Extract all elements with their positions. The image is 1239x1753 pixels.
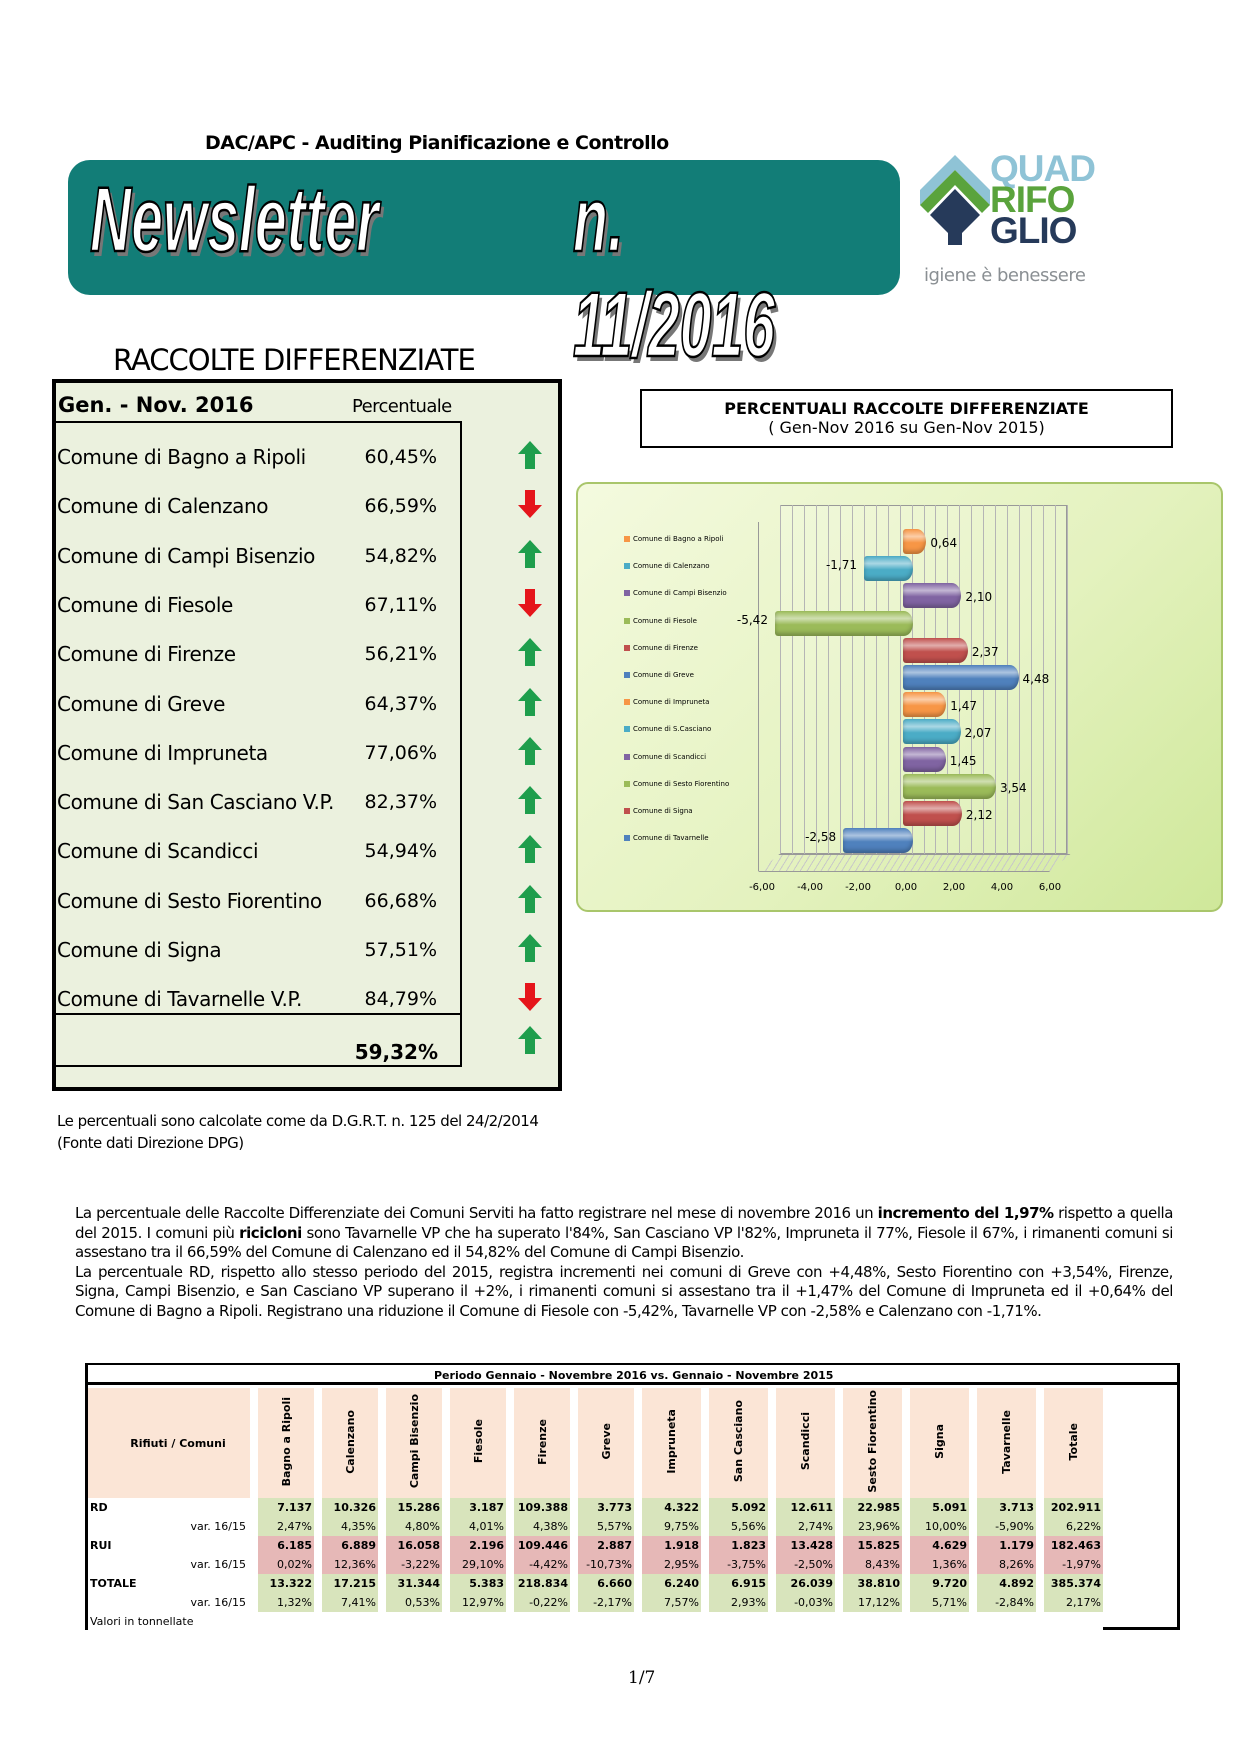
column-header bbox=[642, 1388, 701, 1498]
legend-label: Comune di Signa bbox=[633, 807, 693, 815]
bar-value-label: 2,07 bbox=[964, 726, 992, 741]
bar-comune-di-calenzano bbox=[864, 556, 913, 581]
column-header bbox=[386, 1388, 442, 1498]
variation-label: var. 16/15 bbox=[105, 1555, 250, 1574]
cell-variation: -5,90% bbox=[977, 1517, 1036, 1536]
cell-value: 202.911 bbox=[1044, 1498, 1103, 1517]
bar-comune-di-tavarnelle bbox=[843, 828, 913, 853]
bar-value-label: 1,45 bbox=[949, 753, 977, 768]
chart-subtitle: ( Gen-Nov 2016 su Gen-Nov 2015) bbox=[768, 418, 1045, 437]
rd-row-value: 54,94% bbox=[364, 840, 437, 863]
table-footer: Valori in tonnellate bbox=[88, 1612, 1103, 1631]
cell-variation: -1,97% bbox=[1044, 1555, 1103, 1574]
legend-swatch bbox=[624, 754, 630, 760]
cell-variation: -0,03% bbox=[776, 1593, 835, 1612]
cell-variation: -3,75% bbox=[709, 1555, 768, 1574]
arrow-down-icon bbox=[518, 490, 542, 518]
bar-value-label: 2,37 bbox=[971, 644, 999, 659]
column-header-label: Firenze bbox=[535, 1418, 549, 1465]
legend-item bbox=[624, 617, 697, 625]
cell-variation: 1,32% bbox=[258, 1593, 314, 1612]
cell-value: 4.892 bbox=[977, 1574, 1036, 1593]
rd-row-name: Comune di Tavarnelle V.P. bbox=[57, 987, 302, 1012]
legend-item bbox=[624, 589, 727, 597]
column-header bbox=[578, 1388, 634, 1498]
rd-total-value: 59,32% bbox=[354, 1040, 438, 1064]
header-row bbox=[88, 1388, 1103, 1498]
chart-title: PERCENTUALI RACCOLTE DIFFERENZIATE bbox=[724, 399, 1089, 418]
column-header-label: Sesto Fiorentino bbox=[866, 1390, 879, 1493]
cell-value: 3.187 bbox=[450, 1498, 506, 1517]
cell-variation: 0,53% bbox=[386, 1593, 442, 1612]
legend-swatch bbox=[624, 618, 630, 624]
cell-variation: -2,50% bbox=[776, 1555, 835, 1574]
cell-variation: 2,17% bbox=[1044, 1593, 1103, 1612]
legend-label: Comune di Impruneta bbox=[633, 698, 710, 707]
cell-value: 7.137 bbox=[258, 1498, 314, 1517]
cell-value: 6.185 bbox=[258, 1536, 314, 1555]
legend-swatch bbox=[624, 835, 630, 841]
bar-value-label: 1,47 bbox=[950, 699, 977, 714]
rd-row-value: 56,21% bbox=[364, 643, 437, 666]
bar-value-label: -2,58 bbox=[805, 830, 837, 845]
cell-variation: 2,47% bbox=[258, 1517, 314, 1536]
legend-label: Comune di Bagno a Ripoli bbox=[633, 535, 724, 543]
cell-value: 2.887 bbox=[578, 1536, 634, 1555]
column-header-label: Signa bbox=[933, 1424, 946, 1459]
cell-variation: 1,36% bbox=[910, 1555, 969, 1574]
arrow-up-icon bbox=[518, 737, 542, 765]
bar-comune-di-s-casciano bbox=[903, 719, 961, 744]
gridline bbox=[804, 505, 805, 854]
arrow-up-icon bbox=[518, 1026, 542, 1054]
cell-value: 1.918 bbox=[642, 1536, 701, 1555]
bar-comune-di-sesto-fiorentino bbox=[903, 774, 996, 799]
arrow-up-icon bbox=[518, 786, 542, 814]
cell-value: 5.091 bbox=[910, 1498, 969, 1517]
legend-label: Comune di Fiesole bbox=[633, 616, 697, 625]
column-header bbox=[450, 1388, 506, 1498]
column-header bbox=[322, 1388, 378, 1498]
cell-value: 15.825 bbox=[843, 1536, 902, 1555]
legend-label: Comune di Greve bbox=[633, 671, 694, 679]
cell-variation: 2,95% bbox=[642, 1555, 701, 1574]
arrow-down-icon bbox=[518, 983, 542, 1011]
rd-row-name: Comune di Calenzano bbox=[57, 494, 269, 519]
column-header bbox=[910, 1388, 969, 1498]
cell-variation: -10,73% bbox=[578, 1555, 634, 1574]
cell-variation: -0,22% bbox=[514, 1593, 570, 1612]
table-title: Periodo Gennaio - Novembre 2016 vs. Gennaio - Novembre 2015 bbox=[88, 1365, 1177, 1385]
cell-variation: 8,26% bbox=[977, 1555, 1036, 1574]
spacer bbox=[88, 1555, 97, 1574]
legend-item bbox=[624, 807, 693, 815]
footnote-line-1: Le percentuali sono calcolate come da D.G.R.T. n. 125 del 24/2/2014 bbox=[57, 1112, 539, 1130]
table-row-variation bbox=[88, 1593, 1103, 1612]
rd-row-value: 84,79% bbox=[364, 988, 437, 1011]
legend-label: Comune di Firenze bbox=[633, 643, 698, 652]
cell-variation: 9,75% bbox=[642, 1517, 701, 1536]
variation-label: var. 16/15 bbox=[105, 1517, 250, 1536]
table-row bbox=[88, 1574, 1103, 1593]
cell-value: 12.611 bbox=[776, 1498, 835, 1517]
cell-value: 4.322 bbox=[642, 1498, 701, 1517]
legend-item bbox=[624, 698, 709, 706]
cell-value: 31.344 bbox=[386, 1574, 442, 1593]
table-row-variation bbox=[88, 1555, 1103, 1574]
footnote-line-2: (Fonte dati Direzione DPG) bbox=[57, 1134, 244, 1152]
rd-row-value: 82,37% bbox=[364, 791, 437, 814]
cell-variation: 2,74% bbox=[776, 1517, 835, 1536]
bar-comune-di-bagno-a-ripoli bbox=[903, 529, 926, 554]
column-header bbox=[709, 1388, 768, 1498]
column-header-label: Scandicci bbox=[799, 1412, 812, 1471]
spacer bbox=[88, 1593, 97, 1612]
cell-variation: 5,71% bbox=[910, 1593, 969, 1612]
rd-row-value: 54,82% bbox=[364, 544, 437, 567]
page-number: 1/7 bbox=[628, 1668, 656, 1688]
column-header bbox=[1044, 1388, 1103, 1498]
cell-variation: -2,84% bbox=[977, 1593, 1036, 1612]
arrow-up-icon bbox=[518, 934, 542, 962]
cell-variation: 5,56% bbox=[709, 1517, 768, 1536]
rd-row-value: 57,51% bbox=[364, 939, 437, 961]
legend-item bbox=[624, 535, 723, 543]
cell-value: 1.179 bbox=[977, 1536, 1036, 1555]
cell-value: 38.810 bbox=[843, 1574, 902, 1593]
cell-variation: 17,12% bbox=[843, 1593, 902, 1612]
issue-number: n. 11/2016 bbox=[573, 169, 775, 376]
table-row bbox=[88, 1498, 1103, 1517]
rd-row-value: 66,59% bbox=[364, 495, 437, 518]
cell-variation: 12,36% bbox=[322, 1555, 378, 1574]
cell-value: 13.428 bbox=[776, 1536, 835, 1555]
cell-value: 3.713 bbox=[977, 1498, 1036, 1517]
bar-value-label: 3,54 bbox=[999, 780, 1027, 795]
x-tick-label: -4,00 bbox=[797, 882, 823, 893]
rd-row-name: Comune di Bagno a Ripoli bbox=[57, 445, 306, 469]
column-header bbox=[258, 1388, 314, 1498]
rd-row-name: Comune di Scandicci bbox=[57, 839, 259, 864]
cell-value: 5.092 bbox=[709, 1498, 768, 1517]
gridline bbox=[792, 505, 793, 854]
cell-variation: 7,57% bbox=[642, 1593, 701, 1612]
cell-value: 182.463 bbox=[1044, 1536, 1103, 1555]
legend-item bbox=[624, 671, 694, 679]
paragraph-2: La percentuale RD, rispetto allo stesso periodo del 2015, registra incrementi nei comuni di Greve con +4,48%, Sesto Fiorentino con +3,54%, Firenze, Signa, Campi Bisenzio, e San Casciano VP superano il +2%, i rimanenti comuni si assestano tra il +1,47% del Comune di Impruneta ed il +0,64% del Comune di Bagno a Ripoli. Registrano una riduzione il Comune di Fiesole con -5,42%, Tavarnelle VP con -2,58% e Calenzano con -1,71%. bbox=[75, 1262, 1173, 1320]
x-tick-label: 4,00 bbox=[990, 882, 1014, 893]
legend-swatch bbox=[624, 781, 630, 787]
cell-variation: 5,57% bbox=[578, 1517, 634, 1536]
rd-row-value: 60,45% bbox=[364, 446, 437, 468]
cell-variation: 4,80% bbox=[386, 1517, 442, 1536]
bar-value-label: 0,64 bbox=[930, 536, 958, 550]
legend-swatch bbox=[624, 590, 630, 596]
cell-variation: 8,43% bbox=[843, 1555, 902, 1574]
cell-variation: 12,97% bbox=[450, 1593, 506, 1612]
arrow-up-icon bbox=[518, 441, 542, 469]
cell-value: 16.058 bbox=[386, 1536, 442, 1555]
cell-variation: -4,42% bbox=[514, 1555, 570, 1574]
legend-swatch bbox=[624, 536, 630, 542]
column-header bbox=[776, 1388, 835, 1498]
footnote bbox=[57, 1110, 538, 1154]
arrow-up-icon bbox=[518, 688, 542, 716]
chart-left-axis bbox=[758, 522, 759, 871]
cell-value: 5.383 bbox=[450, 1574, 506, 1593]
column-header-label: Tavarnelle bbox=[1000, 1409, 1013, 1474]
arrow-up-icon bbox=[518, 638, 542, 666]
divider bbox=[52, 1013, 462, 1015]
column-header-label: Impruneta bbox=[665, 1409, 678, 1474]
legend-item bbox=[624, 562, 710, 570]
x-tick-label: 6,00 bbox=[1038, 882, 1062, 893]
arrow-down-icon bbox=[518, 589, 542, 617]
waste-table bbox=[85, 1363, 1180, 1630]
rd-row-name: Comune di Impruneta bbox=[57, 740, 268, 765]
cell-value: 4.629 bbox=[910, 1536, 969, 1555]
cell-value: 385.374 bbox=[1044, 1574, 1103, 1593]
text: sono Tavarnelle VP che ha superato l'84%, San Casciano VP l'82%, Impruneta il 77%, Fiesole il 67%, i rimanenti comuni si assestano tra il 66,59% del Comune di Calenzano ed il 54,82% del Comune di Campi Bisenzio. bbox=[75, 1223, 1174, 1261]
text: La percentuale delle Raccolte Differenziate dei Comuni Serviti ha fatto registrare nel mese di novembre 2016 un bbox=[75, 1204, 878, 1222]
table-row-variation bbox=[88, 1517, 1103, 1536]
cell-value: 13.322 bbox=[258, 1574, 314, 1593]
cell-value: 17.215 bbox=[322, 1574, 378, 1593]
bar-chart bbox=[576, 482, 1223, 912]
bar-comune-di-campi-bisenzio bbox=[903, 583, 961, 608]
column-header-label: Bagno a Ripoli bbox=[279, 1396, 293, 1487]
cell-variation: 4,01% bbox=[450, 1517, 506, 1536]
chart-title-box bbox=[640, 389, 1173, 448]
legend-swatch bbox=[624, 808, 630, 814]
cell-value: 218.834 bbox=[514, 1574, 570, 1593]
quadrifoglio-logo bbox=[920, 148, 1120, 293]
x-tick-label: 0,00 bbox=[894, 882, 918, 893]
paragraph-1 bbox=[75, 1204, 1173, 1263]
legend-swatch bbox=[624, 563, 630, 569]
column-header-label: Fiesole bbox=[471, 1419, 485, 1464]
cell-variation: 0,02% bbox=[258, 1555, 314, 1574]
bar-comune-di-fiesole bbox=[775, 611, 913, 636]
gridline bbox=[1067, 505, 1068, 854]
cell-value: 6.240 bbox=[642, 1574, 701, 1593]
cell-value: 109.446 bbox=[514, 1536, 570, 1555]
row-label: TOTALE bbox=[88, 1574, 250, 1593]
legend-label: Comune di Sesto Fiorentino bbox=[633, 779, 730, 788]
arrow-up-icon bbox=[518, 540, 542, 568]
cell-value: 9.720 bbox=[910, 1574, 969, 1593]
rd-period: Gen. - Nov. 2016 bbox=[58, 393, 254, 417]
cell-value: 3.773 bbox=[578, 1498, 634, 1517]
rd-row-name: Comune di Fiesole bbox=[57, 592, 233, 617]
legend-swatch bbox=[624, 726, 630, 732]
logo-mark-icon bbox=[920, 155, 990, 245]
bar-value-label: 2,12 bbox=[965, 808, 993, 822]
bar-comune-di-firenze bbox=[903, 638, 968, 663]
cell-variation: -3,22% bbox=[386, 1555, 442, 1574]
spacer bbox=[88, 1517, 97, 1536]
logo-line-1: QUAD bbox=[990, 148, 1095, 189]
rd-row-name: Comune di Firenze bbox=[57, 642, 236, 667]
legend-item bbox=[624, 780, 729, 788]
bar-value-label: 2,10 bbox=[965, 590, 993, 605]
rd-row-value: 67,11% bbox=[364, 593, 437, 616]
legend-label: Comune di Calenzano bbox=[633, 562, 710, 571]
newsletter-title: Newsletter bbox=[90, 169, 379, 271]
cell-variation: 29,10% bbox=[450, 1555, 506, 1574]
cell-value: 1.823 bbox=[709, 1536, 768, 1555]
legend-swatch bbox=[624, 645, 630, 651]
cell-value: 109.388 bbox=[514, 1498, 570, 1517]
arrow-up-icon bbox=[518, 835, 542, 863]
row-label: RUI bbox=[88, 1536, 250, 1555]
cell-value: 6.915 bbox=[709, 1574, 768, 1593]
legend-item bbox=[624, 725, 711, 733]
legend-label: Comune di Campi Bisenzio bbox=[633, 589, 727, 598]
x-tick-label: -6,00 bbox=[749, 882, 775, 893]
rd-row-value: 64,37% bbox=[364, 692, 437, 715]
arrow-up-icon bbox=[518, 885, 542, 913]
column-header bbox=[977, 1388, 1036, 1498]
legend-label: Comune di Tavarnelle bbox=[633, 834, 709, 843]
cell-variation: 10,00% bbox=[910, 1517, 969, 1536]
cell-value: 10.326 bbox=[322, 1498, 378, 1517]
footer-row bbox=[88, 1612, 1103, 1631]
legend-swatch bbox=[624, 699, 630, 705]
cell-value: 2.196 bbox=[450, 1536, 506, 1555]
data-table bbox=[80, 1388, 1111, 1631]
legend-item bbox=[624, 834, 709, 842]
highlight: ricicloni bbox=[239, 1223, 302, 1242]
rd-row-value: 77,06% bbox=[364, 741, 437, 764]
column-header-label: Calenzano bbox=[343, 1409, 357, 1474]
row-label: RD bbox=[88, 1498, 250, 1517]
legend-label: Comune di Scandicci bbox=[633, 752, 707, 761]
cell-value: 26.039 bbox=[776, 1574, 835, 1593]
legend-label: Comune di S.Casciano bbox=[633, 725, 712, 734]
x-tick-label: 2,00 bbox=[942, 882, 966, 893]
column-header bbox=[514, 1388, 570, 1498]
text: rispetto a quella del 2015. I comuni più bbox=[75, 1204, 1173, 1242]
legend-swatch bbox=[624, 672, 630, 678]
cell-variation: -2,17% bbox=[578, 1593, 634, 1612]
cell-value: 22.985 bbox=[843, 1498, 902, 1517]
gridline bbox=[1055, 505, 1056, 854]
department-title: DAC/APC - Auditing Pianificazione e Controllo bbox=[205, 132, 669, 154]
table-row bbox=[88, 1536, 1103, 1555]
logo-line-3: GLIO bbox=[990, 210, 1077, 251]
bar-comune-di-signa bbox=[903, 801, 962, 826]
gridline bbox=[780, 505, 781, 854]
bar-comune-di-greve bbox=[903, 665, 1019, 690]
cell-variation: 4,38% bbox=[514, 1517, 570, 1536]
cell-variation: 2,93% bbox=[709, 1593, 768, 1612]
bar-value-label: 4,48 bbox=[1022, 672, 1050, 686]
column-header-label: San Casciano bbox=[732, 1400, 745, 1483]
legend-item bbox=[624, 753, 706, 761]
section-title: RACCOLTE DIFFERENZIATE bbox=[113, 343, 475, 377]
rd-row-name: Comune di Sesto Fiorentino bbox=[57, 888, 322, 913]
bar-comune-di-scandicci bbox=[903, 747, 946, 772]
rd-row-name: Comune di Campi Bisenzio bbox=[57, 543, 315, 568]
cell-value: 15.286 bbox=[386, 1498, 442, 1517]
cell-variation: 23,96% bbox=[843, 1517, 902, 1536]
cell-value: 6.660 bbox=[578, 1574, 634, 1593]
bar-comune-di-impruneta bbox=[903, 692, 946, 717]
logo-line-2: RIFO bbox=[990, 179, 1075, 220]
summary-text bbox=[75, 1204, 1173, 1321]
rd-row-name: Comune di San Casciano V.P. bbox=[57, 790, 334, 815]
gridline bbox=[1019, 505, 1020, 854]
rd-percent-header: Percentuale bbox=[352, 396, 452, 417]
column-header-label: Campi Bisenzio bbox=[407, 1394, 421, 1489]
cell-value: 6.889 bbox=[322, 1536, 378, 1555]
cell-variation: 4,35% bbox=[322, 1517, 378, 1536]
highlight: incremento del 1,97% bbox=[877, 1204, 1054, 1222]
cell-variation: 6,22% bbox=[1044, 1517, 1103, 1536]
column-header bbox=[843, 1388, 902, 1498]
rd-row-name: Comune di Greve bbox=[57, 691, 226, 716]
legend-item bbox=[624, 644, 698, 652]
corner-header: Rifiuti / Comuni bbox=[88, 1388, 250, 1498]
bar-value-label: -1,71 bbox=[825, 558, 858, 573]
x-tick-label: -2,00 bbox=[845, 882, 871, 893]
rd-row-value: 66,68% bbox=[364, 889, 437, 912]
cell-variation: 7,41% bbox=[322, 1593, 378, 1612]
logo-tagline: igiene è benessere bbox=[924, 265, 1086, 286]
gridline bbox=[816, 505, 817, 854]
chart-floor bbox=[758, 854, 1070, 872]
bar-value-label: -5,42 bbox=[736, 612, 768, 627]
rd-row-name: Comune di Signa bbox=[57, 938, 222, 962]
column-header-label: Greve bbox=[599, 1423, 613, 1460]
column-header-label: Totale bbox=[1067, 1422, 1080, 1461]
variation-label: var. 16/15 bbox=[105, 1593, 250, 1612]
